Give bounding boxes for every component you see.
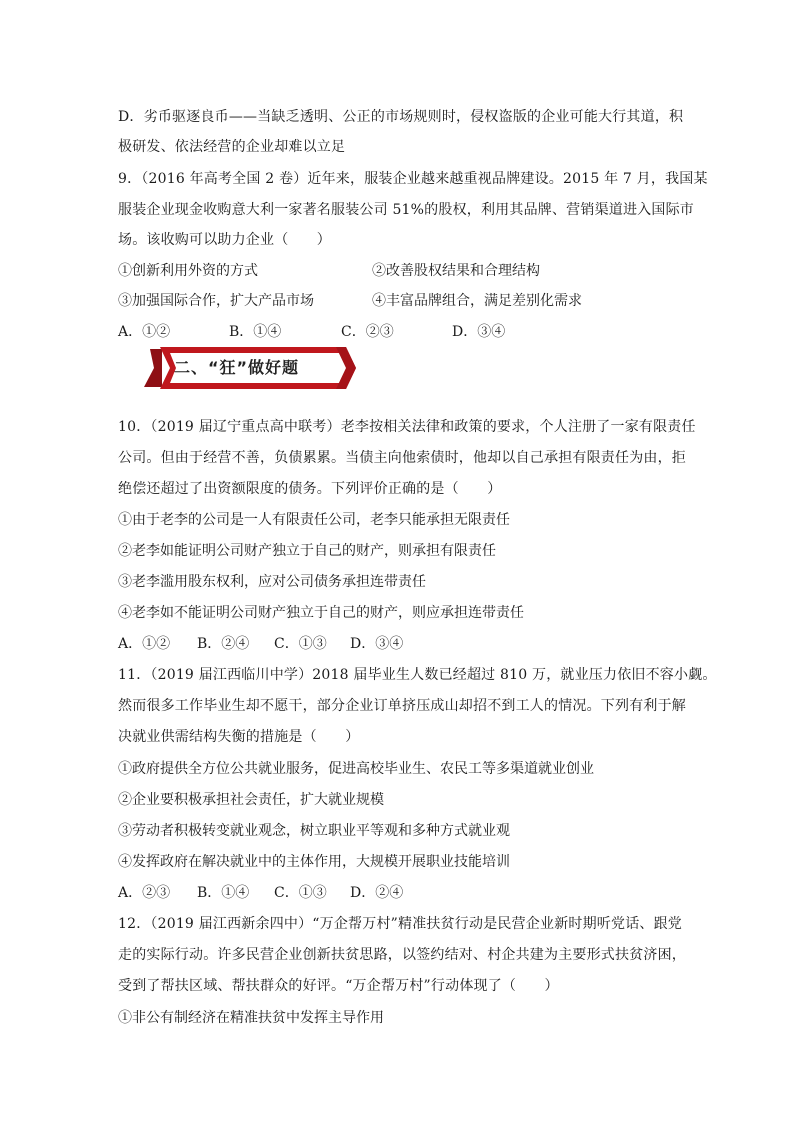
section-title: 二、“狂”做好题 xyxy=(174,358,300,377)
q12-item-1: ①非公有制经济在精准扶贫中发挥主导作用 xyxy=(118,1010,384,1026)
q11-stem-line-3: 决就业供需结构失衡的措施是（ ） xyxy=(118,729,360,745)
q10-answer-b: B．②④ xyxy=(197,636,250,652)
q11-item-4: ④发挥政府在解决就业中的主体作用，大规模开展职业技能培训 xyxy=(118,854,510,870)
q9-answer-d: D．③④ xyxy=(452,324,506,340)
section-banner xyxy=(140,345,365,391)
q11-stem-line-1: 11．（2019 届江西临川中学）2018 届毕业生人数已经超过 810 万，就业压力依旧不容小觑。 xyxy=(118,667,717,683)
q10-item-3: ③老李滥用股东权利，应对公司债务承担连带责任 xyxy=(118,574,426,590)
q11-item-2: ②企业要积极承担社会责任，扩大就业规模 xyxy=(118,792,384,808)
q9-answer-b: B．①④ xyxy=(229,324,282,340)
q9-stem-line-3: 场。该收购可以助力企业（ ） xyxy=(118,232,331,248)
q10-stem-line-2: 公司。但由于经营不善，负债累累。当债主向他索债时，他却以自己承担有限责任为由，拒 xyxy=(118,450,686,466)
q12-stem-line-2: 走的实际行动。许多民营企业创新扶贫思路，以签约结对、村企共建为主要形式扶贫济困， xyxy=(118,947,686,963)
q9-answer-c: C．②③ xyxy=(341,324,394,340)
q9-item-3: ③加强国际合作，扩大产品市场 xyxy=(118,293,314,309)
q9-item-1: ①创新利用外资的方式 xyxy=(118,263,258,279)
q8-option-d-line-1: D．劣币驱逐良币——当缺乏透明、公正的市场规则时，侵权盗版的企业可能大行其道，积 xyxy=(118,109,684,125)
q9-stem-line-1: 9．（2016 年高考全国 2 卷）近年来，服装企业越来越重视品牌建设。2015 年 7 月，我国某 xyxy=(118,171,708,187)
q10-stem-line-3: 绝偿还超过了出资额限度的债务。下列评价正确的是（ ） xyxy=(118,481,502,497)
q8-option-d-line-2: 极研发、依法经营的企业却难以立足 xyxy=(118,139,346,155)
q10-answer-a: A．①② xyxy=(118,636,171,652)
q11-item-1: ①政府提供全方位公共就业服务，促进高校毕业生、农民工等多渠道就业创业 xyxy=(118,761,594,777)
q10-answer-d: D．③④ xyxy=(350,636,404,652)
q10-stem-line-1: 10．（2019 届辽宁重点高中联考）老李按相关法律和政策的要求，个人注册了一家有限责任 xyxy=(118,419,696,435)
q9-stem-line-2: 服装企业现金收购意大利一家著名服装公司 51%的股权，利用其品牌、营销渠道进入国际市 xyxy=(118,202,694,218)
q10-item-4: ④老李如不能证明公司财产独立于自己的财产，则应承担连带责任 xyxy=(118,605,524,621)
q11-answer-b: B．①④ xyxy=(197,885,250,901)
q9-item-4: ④丰富品牌组合，满足差别化需求 xyxy=(372,293,582,309)
q10-item-1: ①由于老李的公司是一人有限责任公司，老李只能承担无限责任 xyxy=(118,512,510,528)
q11-answer-d: D．②④ xyxy=(350,885,404,901)
q10-item-2: ②老李如能证明公司财产独立于自己的财产，则承担有限责任 xyxy=(118,543,496,559)
q12-stem-line-3: 受到了帮扶区域、帮扶群众的好评。“万企帮万村”行动体现了（ ） xyxy=(118,978,559,994)
q11-item-3: ③劳动者积极转变就业观念，树立职业平等观和多种方式就业观 xyxy=(118,823,510,839)
q9-item-2: ②改善股权结果和合理结构 xyxy=(372,263,540,279)
q10-answer-c: C．①③ xyxy=(274,636,327,652)
q9-answer-a: A．①② xyxy=(118,324,171,340)
q12-stem-line-1: 12．（2019 届江西新余四中）“万企帮万村”精准扶贫行动是民营企业新时期听党话、跟党 xyxy=(118,916,683,932)
q11-answer-c: C．①③ xyxy=(274,885,327,901)
q11-stem-line-2: 然而很多工作毕业生却不愿干，部分企业订单挤压成山却招不到工人的情况。下列有利于解 xyxy=(118,698,686,714)
q11-answer-a: A．②③ xyxy=(118,885,171,901)
